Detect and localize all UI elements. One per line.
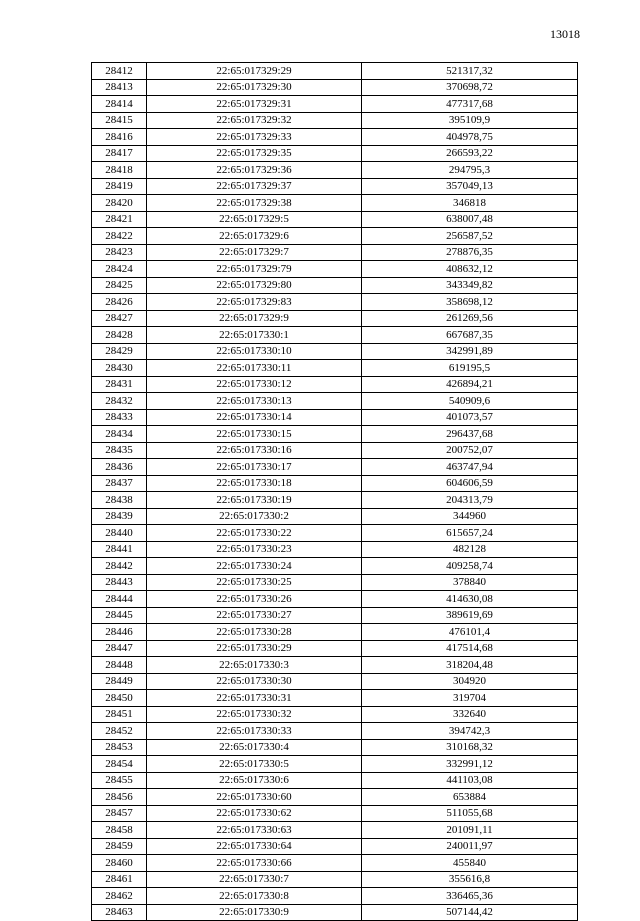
cadastral-number-cell: 22:65:017330:18: [147, 475, 362, 492]
table-row: [92, 162, 578, 179]
table-row: [92, 855, 578, 872]
table-row: [92, 294, 578, 311]
row-number-cell: 28461: [92, 871, 147, 888]
row-number-cell: 28419: [92, 178, 147, 195]
cadastral-number-cell: 22:65:017330:6: [147, 772, 362, 789]
value-cell: 426894,21: [362, 376, 578, 393]
cadastral-number-cell: 22:65:017330:12: [147, 376, 362, 393]
row-number-cell: 28417: [92, 145, 147, 162]
row-number-cell: 28420: [92, 195, 147, 212]
table-row: [92, 261, 578, 278]
row-number-cell: 28434: [92, 426, 147, 443]
value-cell: 343349,82: [362, 277, 578, 294]
row-number-cell: 28463: [92, 904, 147, 921]
value-cell: 355616,8: [362, 871, 578, 888]
value-cell: 201091,11: [362, 822, 578, 839]
cadastral-number-cell: 22:65:017330:1: [147, 327, 362, 344]
table-row: [92, 756, 578, 773]
value-cell: 482128: [362, 541, 578, 558]
table-row: [92, 376, 578, 393]
cadastral-number-cell: 22:65:017330:23: [147, 541, 362, 558]
cadastral-number-cell: 22:65:017330:32: [147, 706, 362, 723]
value-cell: 604606,59: [362, 475, 578, 492]
table-row: [92, 558, 578, 575]
table-row: [92, 426, 578, 443]
cadastral-number-cell: 22:65:017330:7: [147, 871, 362, 888]
row-number-cell: 28446: [92, 624, 147, 641]
cadastral-number-cell: 22:65:017330:62: [147, 805, 362, 822]
row-number-cell: 28432: [92, 393, 147, 410]
value-cell: 358698,12: [362, 294, 578, 311]
cadastral-number-cell: 22:65:017330:27: [147, 607, 362, 624]
cadastral-number-cell: 22:65:017330:11: [147, 360, 362, 377]
value-cell: 240011,97: [362, 838, 578, 855]
row-number-cell: 28459: [92, 838, 147, 855]
cadastral-number-cell: 22:65:017330:28: [147, 624, 362, 641]
table-row: [92, 657, 578, 674]
value-cell: 394742,3: [362, 723, 578, 740]
value-cell: 417514,68: [362, 640, 578, 657]
value-cell: 256587,52: [362, 228, 578, 245]
cadastral-number-cell: 22:65:017330:15: [147, 426, 362, 443]
table-row: [92, 195, 578, 212]
cadastral-number-cell: 22:65:017329:29: [147, 63, 362, 80]
table-row: [92, 459, 578, 476]
row-number-cell: 28422: [92, 228, 147, 245]
table-row: [92, 178, 578, 195]
cadastral-number-cell: 22:65:017329:83: [147, 294, 362, 311]
table-row: [92, 838, 578, 855]
cadastral-number-cell: 22:65:017330:26: [147, 591, 362, 608]
table-row: [92, 607, 578, 624]
table-row: [92, 145, 578, 162]
cadastral-number-cell: 22:65:017329:7: [147, 244, 362, 261]
row-number-cell: 28443: [92, 574, 147, 591]
table-row: [92, 574, 578, 591]
value-cell: 310168,32: [362, 739, 578, 756]
table-row: [92, 508, 578, 525]
table-row: [92, 673, 578, 690]
value-cell: 200752,07: [362, 442, 578, 459]
table-row: [92, 129, 578, 146]
cadastral-number-cell: 22:65:017330:14: [147, 409, 362, 426]
row-number-cell: 28451: [92, 706, 147, 723]
row-number-cell: 28416: [92, 129, 147, 146]
table-row: [92, 63, 578, 80]
cadastral-number-cell: 22:65:017330:29: [147, 640, 362, 657]
cadastral-number-cell: 22:65:017329:36: [147, 162, 362, 179]
value-cell: 332640: [362, 706, 578, 723]
row-number-cell: 28412: [92, 63, 147, 80]
cadastral-number-cell: 22:65:017330:60: [147, 789, 362, 806]
row-number-cell: 28438: [92, 492, 147, 509]
row-number-cell: 28441: [92, 541, 147, 558]
table-row: [92, 277, 578, 294]
cadastral-number-cell: 22:65:017329:31: [147, 96, 362, 113]
row-number-cell: 28453: [92, 739, 147, 756]
table-row: [92, 888, 578, 905]
row-number-cell: 28414: [92, 96, 147, 113]
row-number-cell: 28415: [92, 112, 147, 129]
value-cell: 401073,57: [362, 409, 578, 426]
row-number-cell: 28439: [92, 508, 147, 525]
value-cell: 204313,79: [362, 492, 578, 509]
row-number-cell: 28444: [92, 591, 147, 608]
row-number-cell: 28457: [92, 805, 147, 822]
cadastral-number-cell: 22:65:017329:9: [147, 310, 362, 327]
cadastral-number-cell: 22:65:017330:30: [147, 673, 362, 690]
cadastral-number-cell: 22:65:017329:79: [147, 261, 362, 278]
value-cell: 463747,94: [362, 459, 578, 476]
value-cell: 389619,69: [362, 607, 578, 624]
cadastral-number-cell: 22:65:017329:37: [147, 178, 362, 195]
cadastral-number-cell: 22:65:017330:31: [147, 690, 362, 707]
value-cell: 409258,74: [362, 558, 578, 575]
table-row: [92, 327, 578, 344]
table-row: [92, 112, 578, 129]
table-row: [92, 822, 578, 839]
value-cell: 638007,48: [362, 211, 578, 228]
value-cell: 346818: [362, 195, 578, 212]
value-cell: 344960: [362, 508, 578, 525]
row-number-cell: 28450: [92, 690, 147, 707]
table-row: [92, 772, 578, 789]
table-row: [92, 492, 578, 509]
cadastral-number-cell: 22:65:017330:10: [147, 343, 362, 360]
value-cell: 414630,08: [362, 591, 578, 608]
table-row: [92, 871, 578, 888]
cadastral-number-cell: 22:65:017330:24: [147, 558, 362, 575]
cadastral-number-cell: 22:65:017330:22: [147, 525, 362, 542]
data-table: [91, 62, 578, 921]
row-number-cell: 28421: [92, 211, 147, 228]
value-cell: 342991,89: [362, 343, 578, 360]
value-cell: 511055,68: [362, 805, 578, 822]
table-row: [92, 805, 578, 822]
value-cell: 408632,12: [362, 261, 578, 278]
cadastral-number-cell: 22:65:017330:19: [147, 492, 362, 509]
row-number-cell: 28452: [92, 723, 147, 740]
value-cell: 278876,35: [362, 244, 578, 261]
value-cell: 370698,72: [362, 79, 578, 96]
cadastral-number-cell: 22:65:017330:17: [147, 459, 362, 476]
cadastral-number-cell: 22:65:017330:3: [147, 657, 362, 674]
cadastral-number-cell: 22:65:017330:9: [147, 904, 362, 921]
row-number-cell: 28425: [92, 277, 147, 294]
row-number-cell: 28413: [92, 79, 147, 96]
cadastral-number-cell: 22:65:017330:66: [147, 855, 362, 872]
value-cell: 653884: [362, 789, 578, 806]
table-row: [92, 442, 578, 459]
table-row: [92, 541, 578, 558]
cadastral-number-cell: 22:65:017330:2: [147, 508, 362, 525]
table-row: [92, 393, 578, 410]
value-cell: 294795,3: [362, 162, 578, 179]
row-number-cell: 28429: [92, 343, 147, 360]
value-cell: 378840: [362, 574, 578, 591]
value-cell: 521317,32: [362, 63, 578, 80]
row-number-cell: 28423: [92, 244, 147, 261]
cadastral-number-cell: 22:65:017329:6: [147, 228, 362, 245]
table-row: [92, 244, 578, 261]
cadastral-number-cell: 22:65:017329:32: [147, 112, 362, 129]
table-row: [92, 904, 578, 921]
value-cell: 332991,12: [362, 756, 578, 773]
table-row: [92, 475, 578, 492]
value-cell: 395109,9: [362, 112, 578, 129]
row-number-cell: 28458: [92, 822, 147, 839]
row-number-cell: 28440: [92, 525, 147, 542]
table-row: [92, 79, 578, 96]
table-row: [92, 409, 578, 426]
row-number-cell: 28445: [92, 607, 147, 624]
table-row: [92, 723, 578, 740]
value-cell: 441103,08: [362, 772, 578, 789]
value-cell: 477317,68: [362, 96, 578, 113]
value-cell: 615657,24: [362, 525, 578, 542]
row-number-cell: 28433: [92, 409, 147, 426]
table-row: [92, 591, 578, 608]
value-cell: 261269,56: [362, 310, 578, 327]
cadastral-number-cell: 22:65:017330:4: [147, 739, 362, 756]
table-row: [92, 640, 578, 657]
value-cell: 507144,42: [362, 904, 578, 921]
cadastral-number-cell: 22:65:017329:30: [147, 79, 362, 96]
table-row: [92, 96, 578, 113]
value-cell: 357049,13: [362, 178, 578, 195]
table-body: [92, 63, 578, 921]
value-cell: 296437,68: [362, 426, 578, 443]
row-number-cell: 28449: [92, 673, 147, 690]
table-row: [92, 739, 578, 756]
cadastral-number-cell: 22:65:017330:16: [147, 442, 362, 459]
row-number-cell: 28428: [92, 327, 147, 344]
value-cell: 336465,36: [362, 888, 578, 905]
cadastral-number-cell: 22:65:017330:64: [147, 838, 362, 855]
value-cell: 455840: [362, 855, 578, 872]
table-row: [92, 525, 578, 542]
row-number-cell: 28424: [92, 261, 147, 278]
row-number-cell: 28431: [92, 376, 147, 393]
cadastral-number-cell: 22:65:017330:25: [147, 574, 362, 591]
value-cell: 619195,5: [362, 360, 578, 377]
cadastral-number-cell: 22:65:017330:33: [147, 723, 362, 740]
cadastral-number-cell: 22:65:017329:38: [147, 195, 362, 212]
row-number-cell: 28427: [92, 310, 147, 327]
table-row: [92, 690, 578, 707]
value-cell: 266593,22: [362, 145, 578, 162]
page-number: 13018: [550, 27, 580, 41]
row-number-cell: 28460: [92, 855, 147, 872]
table-row: [92, 343, 578, 360]
row-number-cell: 28418: [92, 162, 147, 179]
row-number-cell: 28456: [92, 789, 147, 806]
cadastral-number-cell: 22:65:017329:35: [147, 145, 362, 162]
value-cell: 476101,4: [362, 624, 578, 641]
value-cell: 304920: [362, 673, 578, 690]
value-cell: 319704: [362, 690, 578, 707]
table-row: [92, 789, 578, 806]
value-cell: 540909,6: [362, 393, 578, 410]
row-number-cell: 28454: [92, 756, 147, 773]
table-row: [92, 624, 578, 641]
cadastral-number-cell: 22:65:017330:5: [147, 756, 362, 773]
table-row: [92, 360, 578, 377]
value-cell: 667687,35: [362, 327, 578, 344]
table-row: [92, 310, 578, 327]
cadastral-number-cell: 22:65:017329:5: [147, 211, 362, 228]
row-number-cell: 28430: [92, 360, 147, 377]
row-number-cell: 28436: [92, 459, 147, 476]
table-row: [92, 706, 578, 723]
row-number-cell: 28435: [92, 442, 147, 459]
cadastral-number-cell: 22:65:017330:8: [147, 888, 362, 905]
row-number-cell: 28462: [92, 888, 147, 905]
row-number-cell: 28442: [92, 558, 147, 575]
cadastral-number-cell: 22:65:017329:33: [147, 129, 362, 146]
cadastral-number-cell: 22:65:017330:13: [147, 393, 362, 410]
table-row: [92, 211, 578, 228]
row-number-cell: 28447: [92, 640, 147, 657]
row-number-cell: 28455: [92, 772, 147, 789]
cadastral-number-cell: 22:65:017330:63: [147, 822, 362, 839]
row-number-cell: 28437: [92, 475, 147, 492]
value-cell: 404978,75: [362, 129, 578, 146]
cadastral-number-cell: 22:65:017329:80: [147, 277, 362, 294]
row-number-cell: 28448: [92, 657, 147, 674]
row-number-cell: 28426: [92, 294, 147, 311]
value-cell: 318204,48: [362, 657, 578, 674]
table-row: [92, 228, 578, 245]
